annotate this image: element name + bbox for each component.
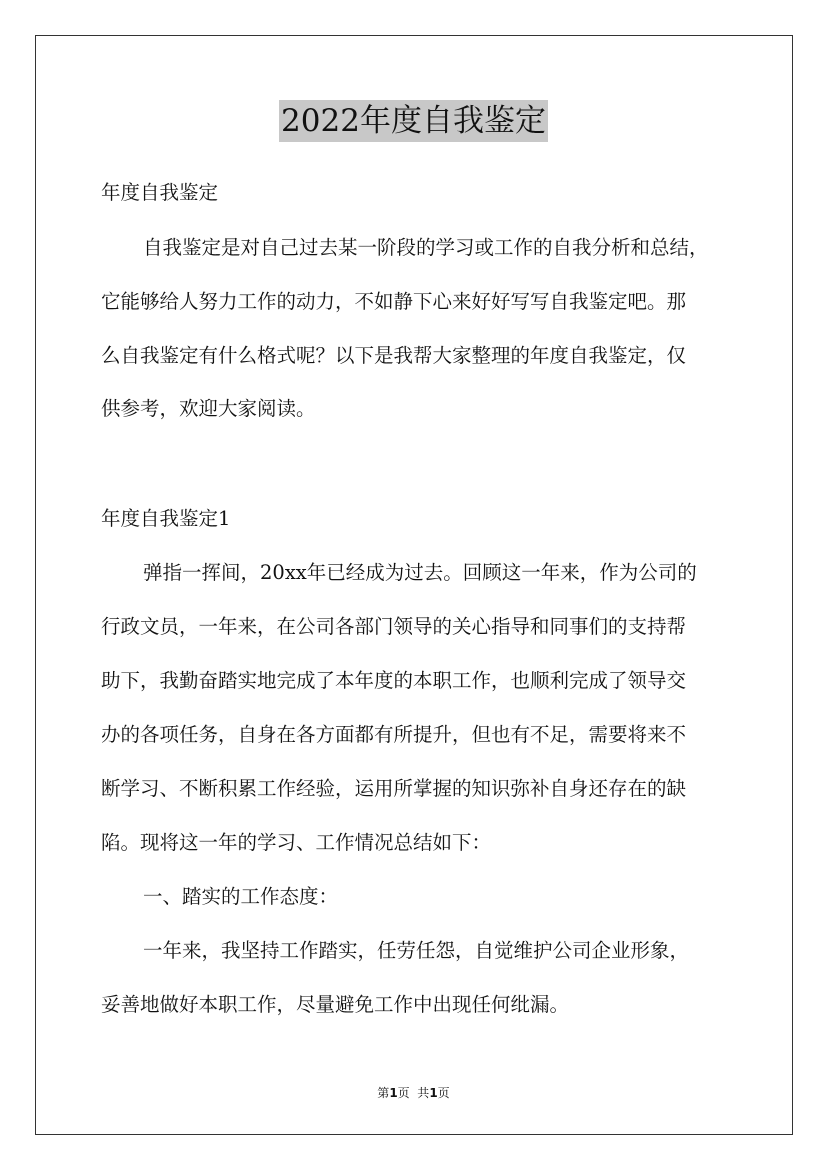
paragraph-line: 妥善地做好本职工作，尽量避免工作中出现任何纰漏。: [101, 993, 570, 1016]
page-suffix: 页: [437, 1086, 450, 1100]
section-heading-intro: 年度自我鉴定: [101, 181, 219, 204]
paragraph-line: 行政文员，一年来，在公司各部门领导的关心指导和同事们的支持帮: [101, 615, 687, 638]
paragraph-line: 断学习、不断积累工作经验，运用所掌握的知识弥补自身还存在的缺: [101, 777, 687, 800]
paragraph-line: 助下，我勤奋踏实地完成了本年度的本职工作，也顺利完成了领导交: [101, 669, 687, 692]
subsection-heading: 一、踏实的工作态度：: [143, 885, 339, 908]
page-mid: 页 共: [397, 1086, 430, 1100]
page-number: 1: [389, 1086, 398, 1100]
paragraph-line: 供参考，欢迎大家阅读。: [101, 397, 316, 420]
page-prefix: 第: [377, 1086, 390, 1100]
paragraph-line: 办的各项任务，自身在各方面都有所提升，但也有不足，需要将来不: [101, 723, 687, 746]
title-container: [0, 100, 827, 142]
document-title: 2022年度自我鉴定: [279, 100, 548, 142]
page-total: 1: [429, 1086, 438, 1100]
section-heading-1: 年度自我鉴定1: [101, 507, 231, 530]
paragraph-line: 自我鉴定是对自己过去某一阶段的学习或工作的自我分析和总结，: [143, 236, 709, 259]
paragraph-line: 一年来，我坚持工作踏实，任劳任怨，自觉维护公司企业形象，: [143, 939, 690, 962]
paragraph-line: 么自我鉴定有什么格式呢？以下是我帮大家整理的年度自我鉴定，仅: [101, 344, 687, 367]
paragraph-line: 陷。现将这一年的学习、工作情况总结如下：: [101, 831, 492, 854]
paragraph-line: 弹指一挥间，20xx年已经成为过去。回顾这一年来，作为公司的: [143, 561, 697, 584]
paragraph-line: 它能够给人努力工作的动力，不如静下心来好好写写自我鉴定吧。那: [101, 290, 687, 313]
page-footer: [0, 1084, 827, 1101]
